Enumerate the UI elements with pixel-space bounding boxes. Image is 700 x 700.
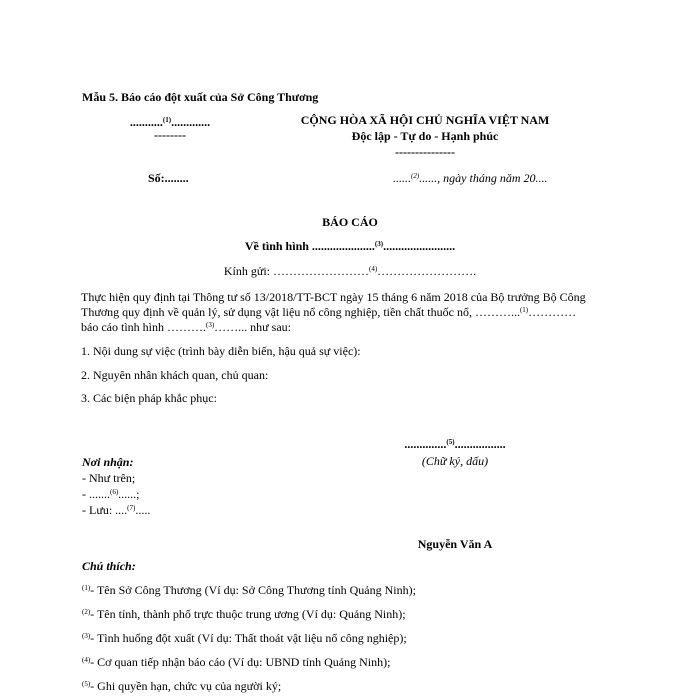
note-item-2: $^{(2)}$- Tên tỉnh, thành phố trực thuộc trung ương (Ví dụ: Quảng Ninh); [82,607,406,621]
signature-note: (Chữ ký, dấu) [421,454,489,468]
recipient-line-1: - Như trên; [82,471,136,485]
addressee: Kính gửi: ……………………$^{(4)}$……………………. [223,264,477,278]
item-remedy: 3. Các biện pháp khắc phục: [81,391,217,405]
report-subject: Về tình hình .....................$^{(3)}$........................ [244,239,456,253]
intro-line-1: Thực hiện quy định tại Thông tư số 13/2018/TT-BCT ngày 15 tháng 6 năm 2018 của Bộ trưởng Bộ Công [81,290,586,304]
place-date: ......$^{(2)}$......, ngày tháng năm 20.... [393,171,548,185]
form-title: Mẫu 5. Báo cáo đột xuất của Sở Công Thương [82,90,319,104]
org-divider: -------- [154,128,186,142]
motto-divider: --------------- [395,145,455,159]
notes-heading: Chú thích: [82,559,136,573]
signer-name: Nguyễn Văn A [417,537,493,551]
note-item-1: $^{(1)}$- Tên Sở Công Thương (Ví dụ: Sở Công Thương tỉnh Quảng Ninh); [82,583,416,597]
note-item-4: $^{(4)}$- Cơ quan tiếp nhận báo cáo (Ví dụ: UBND tỉnh Quảng Ninh); [82,655,391,669]
national-motto: Độc lập - Tự do - Hạnh phúc [351,129,499,143]
report-title: BÁO CÁO [322,215,378,229]
recipients-heading: Nơi nhận: [82,455,134,469]
intro-line-3: báo cáo tình hình ……….$^{(3)}$……... như sau: [81,320,291,334]
intro-line-2: Thương quy định về quản lý, sử dụng vật liệu nổ công nghiệp, tiền chất thuốc nổ, ………...$^{(1)}$………… [81,305,577,319]
signer-title-placeholder: ..............$^{(5)}$................. [404,437,506,451]
document-number: Số:........ [148,171,189,185]
national-title: CỘNG HÒA XÃ HỘI CHỦ NGHĨA VIỆT NAM [300,113,550,127]
recipient-line-2: - .......$^{(6)}$......; [82,487,140,501]
org-name-placeholder: ...........$^{(1)}$............. [129,115,211,129]
note-item-3: $^{(3)}$- Tình huống đột xuất (Ví dụ: Thất thoát vật liệu nổ công nghiệp); [82,631,407,645]
item-cause: 2. Nguyên nhân khách quan, chủ quan: [81,368,269,382]
recipient-line-3: - Lưu: ....$^{(7)}$..... [82,503,151,517]
note-item-5: $^{(5)}$- Ghi quyền hạn, chức vụ của người ký; [82,679,282,693]
item-content: 1. Nội dung sự việc (trình bày diễn biến, hậu quả sự việc): [81,344,361,358]
